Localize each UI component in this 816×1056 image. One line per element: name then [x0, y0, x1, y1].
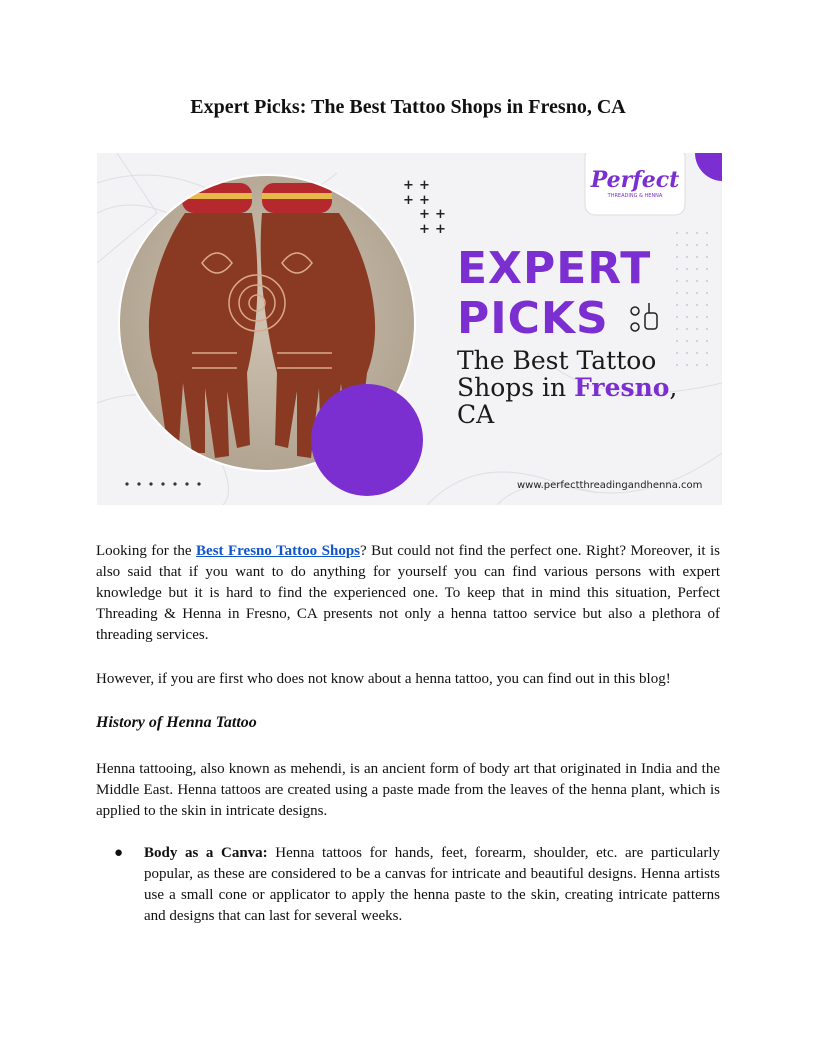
section-heading: History of Henna Tattoo [96, 714, 257, 731]
subheadline-line1: The Best Tattoo [457, 346, 657, 375]
dot-row [125, 482, 200, 485]
bullet-icon: ● [114, 845, 124, 861]
svg-text:+: + [403, 178, 414, 193]
svg-text:+: + [435, 207, 446, 222]
headline-picks: PICKS [457, 293, 609, 344]
svg-text:+: + [419, 207, 430, 222]
banner-graphic [97, 153, 722, 505]
intro-paragraph: Looking for the Best Fresno Tattoo Shops? But could not find the perfect one. Right? Moreover, it is also said that if you want to do anything for yourself you can find various persons with expert knowledge but it is hard to find the experienced one. To keep that in mind this situation, Perfect Threading & Henna in Fresno, CA presents not only a henna tattoo service but also a plethora of threading services. [96, 543, 721, 643]
svg-text:+: + [403, 193, 414, 208]
svg-text:THREADING & HENNA: THREADING & HENNA [607, 193, 663, 199]
best-fresno-tattoo-shops-link[interactable]: Best Fresno Tattoo Shops [196, 543, 360, 559]
paragraph-2: However, if you are first who does not know about a henna tattoo, you can find out in this blog! [96, 671, 671, 687]
banner-image [97, 153, 722, 505]
document-title: Expert Picks: The Best Tattoo Shops in Fresno, CA [190, 96, 626, 118]
corner-accent [695, 153, 722, 181]
headline-expert: EXPERT [457, 243, 652, 294]
svg-text:+: + [419, 222, 430, 237]
list-item-text: Body as a Canva: Henna tattoos for hands, feet, forearm, shoulder, etc. are particularly popular, as these are considered to be a canvas for intricate and beautiful designs. Henna artists use a small cone or applicator to apply the henna paste to the skin, creating intricate patterns and designs that can last for several weeks. [144, 845, 721, 924]
dot-grid [676, 232, 708, 366]
purple-circle [311, 384, 423, 496]
paragraph-3: Henna tattooing, also known as mehendi, is an ancient form of body art that originated in India and the Middle East. Henna tattoos are created using a paste made from the leaves of the henna plant, which is applied to the skin in intricate designs. [96, 761, 720, 819]
website-url: www.perfectthreadingandhenna.com [517, 480, 703, 491]
subheadline-line3: CA [457, 400, 495, 429]
touch-icon [631, 303, 657, 331]
svg-text:+: + [419, 193, 430, 208]
plus-decoration [403, 178, 446, 237]
svg-text:+: + [419, 178, 430, 193]
svg-text:+: + [435, 222, 446, 237]
subheadline-line2: Shops in Fresno, [457, 373, 678, 402]
list-item [96, 843, 720, 927]
brand-logo [585, 153, 685, 215]
svg-text:Perfect: Perfect [590, 167, 680, 193]
